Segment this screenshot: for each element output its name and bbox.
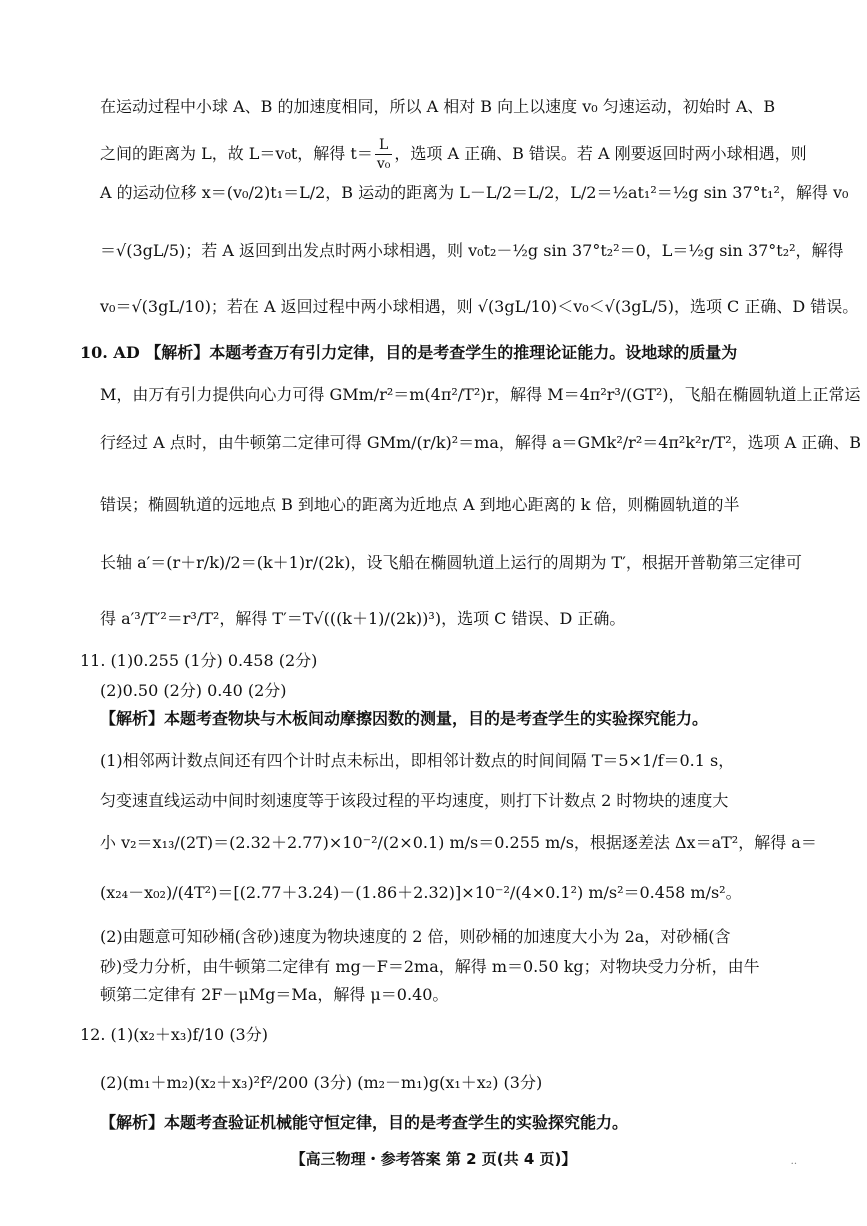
text-line: (2)(m₁＋m₂)(x₂＋x₃)²f²/200 (3分) (m₂－m₁)g(x₁＋x₂) (3分) — [100, 1073, 543, 1092]
text-line: (1)相邻两计数点间还有四个计时点未标出，即相邻计数点的时间间隔 T＝5×1/f＝0.1 s， — [100, 751, 735, 770]
text-line: (x₂₄－x₀₂)/(4T²)＝[(2.77＋3.24)－(1.86＋2.32)]×10⁻²/(4×0.1²) m/s²＝0.458 m/s²。 — [100, 883, 742, 902]
text-line: 行经过 A 点时，由牛顿第二定律可得 GMm/(r/k)²＝ma，解得 a＝GMk²/r²＝4π²k²r/T²，选项 A 正确、B — [100, 433, 862, 452]
text-line: 11. (1)0.255 (1分) 0.458 (2分) — [80, 651, 318, 670]
fraction-denominator: v₀ — [376, 156, 391, 172]
fraction-numerator: L — [375, 136, 393, 155]
text-line: 12. (1)(x₂＋x₃)f/10 (3分) — [80, 1025, 268, 1044]
text-segment: 之间的距离为 L，故 L＝v₀t，解得 t＝ — [100, 144, 373, 163]
text-line: 长轴 a′＝(r＋r/k)/2＝(k＋1)r/(2k)，设飞船在椭圆轨道上运行的周期为 T′，根据开普勒第三定律可 — [100, 553, 802, 572]
text-line: 【解析】本题考查物块与木板间动摩擦因数的测量，目的是考查学生的实验探究能力。 — [100, 709, 709, 728]
text-line: 匀变速直线运动中间时刻速度等于该段过程的平均速度，则打下计数点 2 时物块的速度大 — [100, 791, 729, 810]
text-line: 顿第二定律有 2F－μMg＝Ma，解得 μ＝0.40。 — [100, 985, 449, 1004]
fraction — [375, 136, 393, 173]
text-line: ＝√(3gL/5)；若 A 返回到出发点时两小球相遇，则 v₀t₂－½g sin 37°t₂²＝0，L＝½g sin 37°t₂²，解得 — [100, 241, 844, 260]
text-line: 得 a′³/T′²＝r³/T²，解得 T′＝T√(((k＋1)/(2k))³)，选项 C 错误、D 正确。 — [100, 609, 626, 628]
text-line: 错误；椭圆轨道的远地点 B 到地心的距离为近地点 A 到地心距离的 k 倍，则椭圆轨道的半 — [100, 495, 740, 514]
text-segment: ，选项 A 正确、B 错误。若 A 刚要返回时两小球相遇，则 — [394, 144, 807, 163]
text-line: 砂)受力分析，由牛顿第二定律有 mg－F＝2ma，解得 m＝0.50 kg；对物块受力分析，由牛 — [100, 957, 760, 976]
text-line: 在运动过程中小球 A、B 的加速度相同，所以 A 相对 B 向上以速度 v₀ 匀速运动，初始时 A、B — [100, 97, 776, 116]
text-line: 【解析】本题考查验证机械能守恒定律，目的是考查学生的实验探究能力。 — [100, 1113, 629, 1132]
text-line: A 的运动位移 x＝(v₀/2)t₁＝L/2，B 运动的距离为 L－L/2＝L/2，L/2＝½at₁²＝½g sin 37°t₁²，解得 v₀ — [100, 183, 849, 202]
text-line: 10. AD 【解析】本题考查万有引力定律，目的是考查学生的推理论证能力。设地球的质量为 — [80, 343, 738, 362]
page-footer: 【高三物理・参考答案 第 2 页(共 4 页)】 — [290, 1150, 577, 1168]
text-line: M，由万有引力提供向心力可得 GMm/r²＝m(4π²/T²)r，解得 M＝4π²r³/(GT²)，飞船在椭圆轨道上正常运 — [100, 385, 861, 404]
text-line: (2)0.50 (2分) 0.40 (2分) — [100, 681, 287, 700]
text-line — [100, 136, 807, 173]
corner-mark: .. — [790, 1156, 797, 1167]
text-line: (2)由题意可知砂桶(含砂)速度为物块速度的 2 倍，则砂桶的加速度大小为 2a，对砂桶(含 — [100, 927, 731, 946]
text-line: v₀＝√(3gL/10)；若在 A 返回过程中两小球相遇，则 √(3gL/10)＜v₀＜√(3gL/5)，选项 C 正确、D 错误。 — [100, 297, 859, 316]
text-line: 小 v₂＝x₁₃/(2T)＝(2.32＋2.77)×10⁻²/(2×0.1) m/s＝0.255 m/s，根据逐差法 Δx＝aT²，解得 a＝ — [100, 833, 817, 852]
